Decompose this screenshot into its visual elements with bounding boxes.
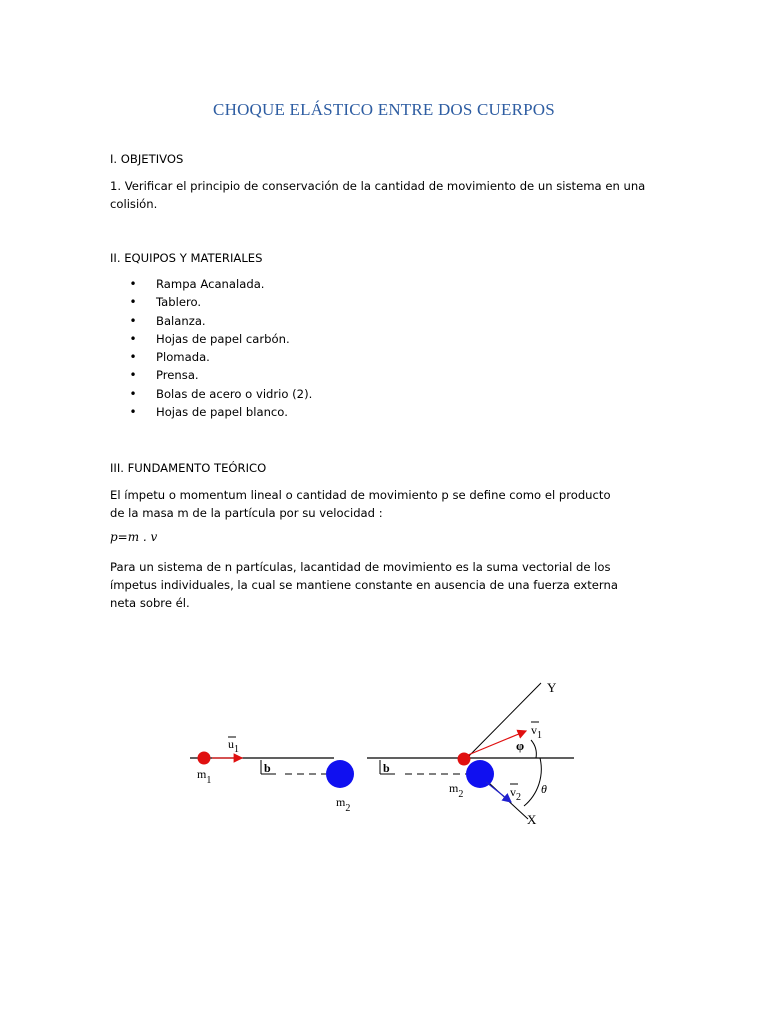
m1-label: $m_1$	[197, 767, 212, 786]
bullet-icon: •	[129, 331, 137, 346]
theory-p1-line1: El ímpetu o momentum lineal o cantidad de movimiento p se define como el producto	[110, 488, 611, 502]
ball-m2	[326, 760, 354, 788]
theta-angle-arc	[524, 758, 541, 806]
list-item-label: Hojas de papel blanco.	[156, 405, 288, 420]
list-item	[128, 275, 312, 293]
section-heading-fundamento: III. FUNDAMENTO TEÓRICO	[110, 461, 267, 475]
ball-m1	[198, 752, 211, 765]
m2-label: $m_2$	[336, 795, 351, 814]
section-heading-objetivos: I. OBJETIVOS	[110, 152, 184, 166]
x-axis-label: X	[527, 812, 537, 827]
after-collision-figure	[367, 680, 574, 827]
b-label: b	[383, 761, 390, 775]
list-item	[128, 366, 312, 384]
materials-list	[128, 275, 312, 421]
list-item-label: Bolas de acero o vidrio (2).	[156, 386, 313, 401]
phi-label: φ	[516, 738, 525, 753]
bullet-icon: •	[129, 313, 137, 328]
list-item	[128, 348, 312, 366]
bullet-icon: •	[129, 295, 137, 310]
list-item	[128, 403, 312, 421]
theory-p1-line2: de la masa m de la partícula por su velocidad :	[110, 506, 383, 520]
list-item-label: Plomada.	[156, 350, 210, 365]
bullet-icon: •	[129, 350, 137, 365]
list-item	[128, 385, 312, 403]
list-item-label: Prensa.	[156, 368, 199, 383]
before-collision-figure	[190, 737, 354, 814]
v1-label: $v_1$	[531, 723, 542, 741]
phi-angle-arc	[531, 740, 536, 758]
list-item-label: Rampa Acanalada.	[156, 277, 265, 291]
bullet-icon: •	[129, 386, 137, 401]
bullet-icon: •	[129, 368, 137, 383]
u1-label: $u_1$	[228, 737, 239, 755]
section-heading-equipos: II. EQUIPOS Y MATERIALES	[110, 251, 263, 265]
momentum-formula: p=m . v	[110, 530, 158, 544]
page-title: CHOQUE ELÁSTICO ENTRE DOS CUERPOS	[213, 100, 555, 119]
theta-label: θ	[541, 782, 547, 796]
list-item	[128, 293, 312, 311]
objective-text-line1: 1. Verificar el principio de conservación de la cantidad de movimiento de un sistema en una	[110, 179, 646, 193]
y-axis-line	[465, 683, 541, 760]
list-item-label: Hojas de papel carbón.	[156, 331, 290, 346]
list-item-label: Balanza.	[156, 313, 206, 328]
theory-p2-line2: ímpetus individuales, la cual se mantiene constante en ausencia de una fuerza externa	[110, 578, 618, 592]
b-label: b	[264, 761, 271, 775]
bullet-icon: •	[129, 277, 137, 291]
theory-p2-line1: Para un sistema de n partículas, lacantidad de movimiento es la suma vectorial de los	[110, 560, 611, 574]
list-item	[128, 312, 312, 330]
list-item-label: Tablero.	[156, 295, 202, 310]
ball-m2-after	[466, 760, 494, 788]
objective-text-line2: colisión.	[110, 197, 158, 211]
list-item	[128, 330, 312, 348]
bullet-icon: •	[129, 405, 137, 420]
theory-p2-line3: neta sobre él.	[110, 596, 190, 610]
y-axis-label: Y	[547, 680, 557, 695]
v2-label: $v_2$	[510, 785, 521, 803]
v2-vector-arrow	[486, 782, 511, 802]
m2-label: $m_2$	[449, 781, 464, 800]
collision-diagram	[0, 660, 768, 840]
